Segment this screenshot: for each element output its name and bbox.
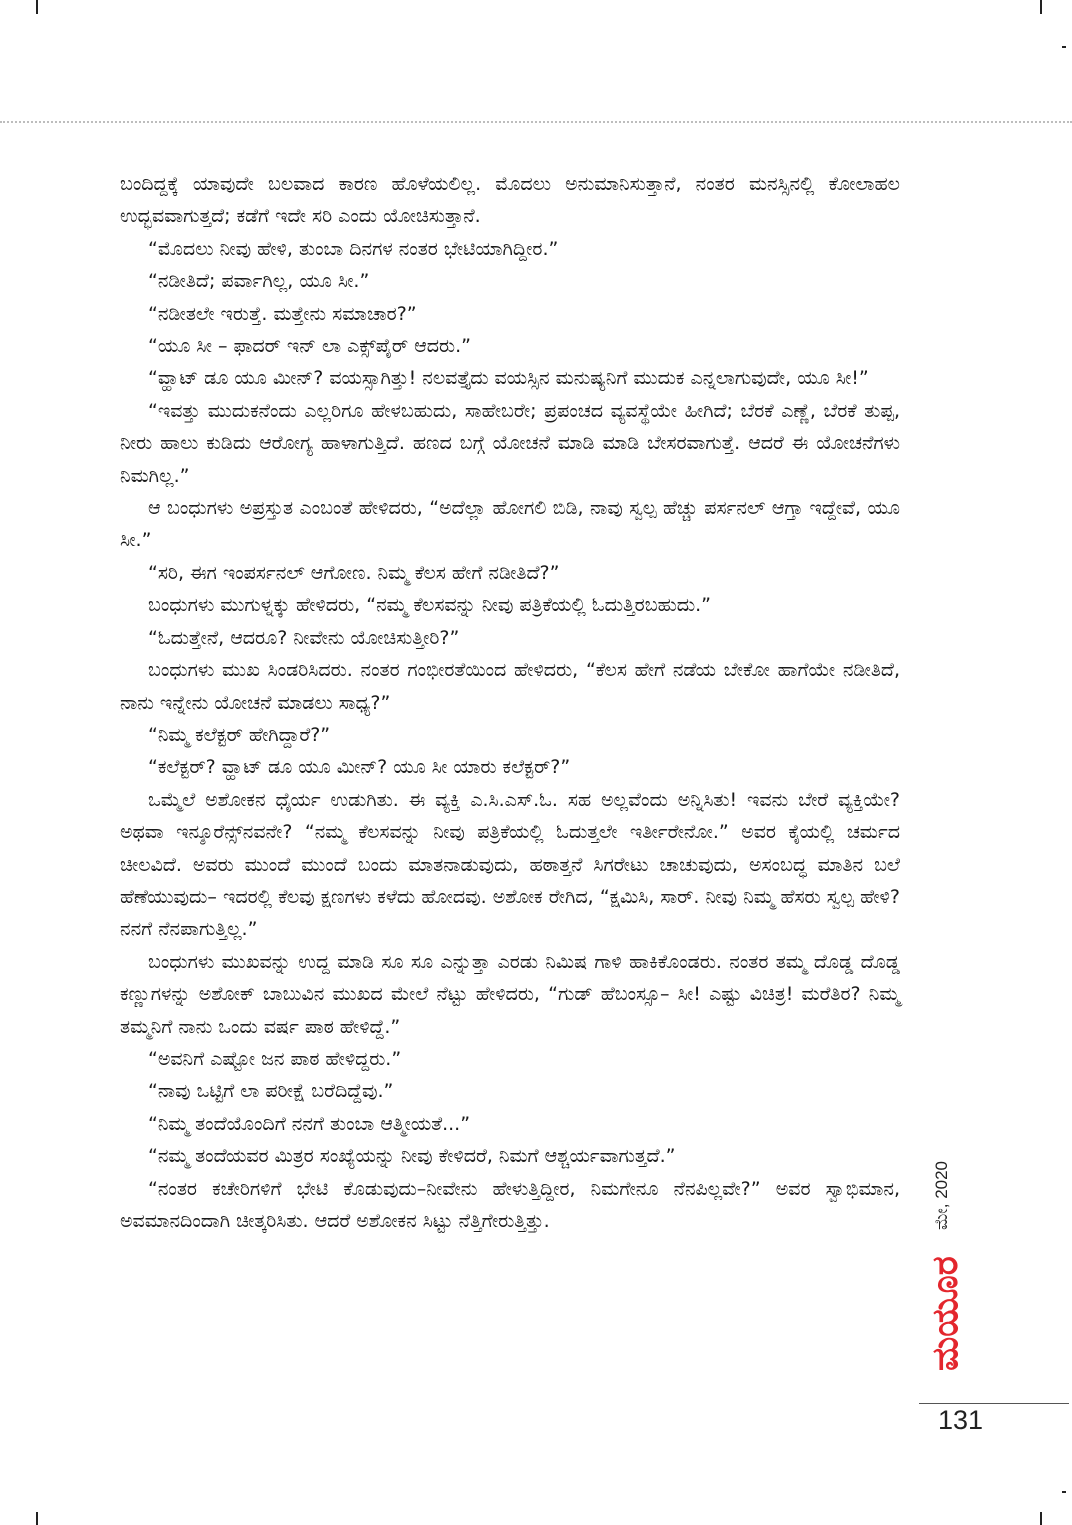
paragraph: “ನಿಮ್ಮ ಕಲೆಕ್ಟರ್ ಹೇಗಿದ್ದಾರೆ?” xyxy=(148,723,331,746)
crop-mark-bottom-left xyxy=(36,1512,38,1525)
paragraph: ಬಂಧುಗಳು ಮುಖ ಸಿಂಡರಿಸಿದರು. ನಂತರ ಗಂಭೀರತೆಯಿಂದ ಹೇಳಿದರು, “ಕೆಲಸ ಹೇಗೆ ನಡೆಯ ಬೇಕೋ ಹಾಗೆಯೇ ನಡೀತಿದೆ, ನಾನು ಇನ್ನೇನು ಯೋಚನೆ ಮಾಡಲು ಸಾಧ್ಯ?” xyxy=(120,659,900,714)
page-number-rule xyxy=(919,1403,1069,1404)
paragraph: “ಓದುತ್ತೇನೆ, ಆದರೂ? ನೀವೇನು ಯೋಚಿಸುತ್ತೀರಿ?” xyxy=(148,626,460,649)
paragraph: ಬಂಧುಗಳು ಮುಗುಳ್ನಕ್ಕು ಹೇಳಿದರು, “ನಮ್ಮ ಕೆಲಸವನ್ನು ನೀವು ಪತ್ರಿಕೆಯಲ್ಲಿ ಓದುತ್ತಿರಬಹುದು.” xyxy=(148,594,711,617)
paragraph: “ಯೂ ಸೀ – ಫಾದರ್ ಇನ್ ಲಾ ಎಕ್ಸ್‌ಪೈರ್ ಆದರು.” xyxy=(148,335,471,358)
paragraph: “ಕಲೆಕ್ಟರ್? ವ್ಹಾಟ್ ಡೂ ಯೂ ಮೀನ್? ಯೂ ಸೀ ಯಾರು ಕಲೆಕ್ಟರ್?” xyxy=(148,756,571,779)
paragraph: “ನಾವು ಒಟ್ಟಿಗೆ ಲಾ ಪರೀಕ್ಷೆ ಬರೆದಿದ್ದೆವು.” xyxy=(148,1080,394,1103)
paragraph: ಬಂಧುಗಳು ಮುಖವನ್ನು ಉದ್ದ ಮಾಡಿ ಸೂ ಸೂ ಎನ್ನುತ್ತಾ ಎರಡು ನಿಮಿಷ ಗಾಳಿ ಹಾಕಿಕೊಂಡರು. ನಂತರ ತಮ್ಮ ದೊಡ್ಡ ದೊಡ್ಡ ಕಣ್ಣುಗಳನ್ನು ಅಶೋಕ್ ಬಾಬುವಿನ ಮುಖದ ಮೇಲೆ ನೆಟ್ಟು ಹೇಳಿದರು, “ಗುಡ್ ಹೆಬಂಸ್ಸೂ– ಸೀ! ಎಷ್ಟು ವಿಚಿತ್ರ! ಮರೆತಿರ? ನಿಮ್ಮ ತಮ್ಮನಿಗೆ ನಾನು ಒಂದು ವರ್ಷ ಪಾಠ ಹೇಳಿದ್ದೆ.” xyxy=(120,950,900,1038)
paragraph: “ಇವತ್ತು ಮುದುಕನೆಂದು ಎಲ್ಲರಿಗೂ ಹೇಳಬಹುದು, ಸಾಹೇಬರೇ; ಪ್ರಪಂಚದ ವ್ಯವಸ್ಥೆಯೇ ಹೀಗಿದೆ; ಬೆರಕೆ ಎಣ್ಣೆ, ಬೆರಕೆ ತುಪ್ಪ, ನೀರು ಹಾಲು ಕುಡಿದು ಆರೋಗ್ಯ ಹಾಳಾಗುತ್ತಿದೆ. ಹಣದ ಬಗ್ಗೆ ಯೋಚನೆ ಮಾಡಿ ಮಾಡಿ ಬೇಸರವಾಗುತ್ತೆ. ಆದರೆ ಈ ಯೋಚನೆಗಳು ನಿಮಗಿಲ್ಲ.” xyxy=(120,399,900,487)
paragraph: ಬಂದಿದ್ದಕ್ಕೆ ಯಾವುದೇ ಬಲವಾದ ಕಾರಣ ಹೊಳೆಯಲಿಲ್ಲ. ಮೊದಲು ಅನುಮಾನಿಸುತ್ತಾನೆ, ನಂತರ ಮನಸ್ಸಿನಲ್ಲಿ ಕೋಲಾಹಲ ಉದ್ಭವವಾಗುತ್ತದೆ; ಕಡೆಗೆ ಇದೇ ಸರಿ ಎಂದು ಯೋಚಿಸುತ್ತಾನೆ. xyxy=(120,173,900,228)
page-number: 131 xyxy=(938,1405,984,1435)
paragraph: “ನಿಮ್ಮ ತಂದೆಯೊಂದಿಗೆ ನನಗೆ ತುಂಬಾ ಆತ್ಮೀಯತೆ...” xyxy=(148,1112,471,1135)
crop-mark-right-upper xyxy=(1062,46,1066,48)
paragraph: “ನಮ್ಮ ತಂದೆಯವರ ಮಿತ್ರರ ಸಂಖ್ಯೆಯನ್ನು ನೀವು ಕೇಳಿದರೆ, ನಿಮಗೆ ಆಶ್ಚರ್ಯವಾಗುತ್ತದೆ.” xyxy=(148,1145,676,1168)
paragraph: “ಮೊದಲು ನೀವು ಹೇಳಿ, ತುಂಬಾ ದಿನಗಳ ನಂತರ ಭೇಟಿಯಾಗಿದ್ದೀರ.” xyxy=(148,237,559,260)
paragraph: “ಸರಿ, ಈಗ ಇಂಪರ್ಸನಲ್ ಆಗೋಣ. ನಿಮ್ಮ ಕೆಲಸ ಹೇಗೆ ನಡೀತಿದೆ?” xyxy=(148,561,560,584)
crop-mark-top-right xyxy=(1040,0,1042,14)
article-body xyxy=(120,168,900,1237)
header-dotted-rule xyxy=(0,121,1072,123)
paragraph: “ವ್ಹಾಟ್ ಡೂ ಯೂ ಮೀನ್? ವಯಸ್ಸಾಗಿತ್ತು! ನಲವತ್ತೈದು ವಯಸ್ಸಿನ ಮನುಷ್ಯನಿಗೆ ಮುದುಕ ಎನ್ನಲಾಗುವುದೇ, ಯೂ ಸೀ!” xyxy=(148,367,869,390)
crop-mark-bottom-right xyxy=(1040,1512,1042,1525)
paragraph: “ಅವನಿಗೆ ಎಷ್ಟೋ ಜನ ಪಾಠ ಹೇಳಿದ್ದರು.” xyxy=(148,1047,402,1070)
magazine-logo: ಮಯೂರ xyxy=(925,1256,966,1372)
paragraph: “ನಂತರ ಕಚೇರಿಗಳಿಗೆ ಭೇಟಿ ಕೊಡುವುದು–ನೀವೇನು ಹೇಳುತ್ತಿದ್ದೀರ, ನಿಮಗೇನೂ ನೆನಪಿಲ್ಲವೇ?” ಅವರ ಸ್ವಾಭಿಮಾನ, ಅವಮಾನದಿಂದಾಗಿ ಚೀತ್ಕರಿಸಿತು. ಆದರೆ ಅಶೋಕನ ಸಿಟ್ಟು ನೆತ್ತಿಗೇರುತ್ತಿತ್ತು. xyxy=(120,1177,900,1232)
paragraph: “ನಡೀತಲೇ ಇರುತ್ತೆ. ಮತ್ತೇನು ಸಮಾಚಾರ?” xyxy=(148,302,417,325)
issue-date: ಮೇ, 2020 xyxy=(932,1160,951,1230)
paragraph: “ನಡೀತಿದೆ; ಪರ್ವಾಗಿಲ್ಲ, ಯೂ ಸೀ.” xyxy=(148,270,370,293)
paragraph: ಒಮ್ಮೆಲೆ ಅಶೋಕನ ಧೈರ್ಯ ಉಡುಗಿತು. ಈ ವ್ಯಕ್ತಿ ಎ.ಸಿ.ಎಸ್.ಓ. ಸಹ ಅಲ್ಲವೆಂದು ಅನ್ನಿಸಿತು! ಇವನು ಬೇರೆ ವ್ಯಕ್ತಿಯೇ? ಅಥವಾ ಇನ್ಶೂರೆನ್ಸ್‌ನವನೇ? “ನಮ್ಮ ಕೆಲಸವನ್ನು ನೀವು ಪತ್ರಿಕೆಯಲ್ಲಿ ಓದುತ್ತಲೇ ಇರ್ತೀರೇನೋ.” ಅವರ ಕೈಯಲ್ಲಿ ಚರ್ಮದ ಚೀಲವಿದೆ. ಅವರು ಮುಂದೆ ಮುಂದೆ ಬಂದು ಮಾತನಾಡುವುದು, ಹಠಾತ್ತನೆ ಸಿಗರೇಟು ಚಾಚುವುದು, ಅಸಂಬದ್ಧ ಮಾತಿನ ಬಲೆ ಹೆಣೆಯುವುದು– ಇದರಲ್ಲಿ ಕೆಲವು ಕ್ಷಣಗಳು ಕಳೆದು ಹೋದವು. ಅಶೋಕ ರೇಗಿದ, “ಕ್ಷಮಿಸಿ, ಸಾರ್. ನೀವು ನಿಮ್ಮ ಹೆಸರು ಸ್ವಲ್ಪ ಹೇಳಿ? ನನಗೆ ನೆನಪಾಗುತ್ತಿಲ್ಲ.” xyxy=(120,788,900,941)
crop-mark-top-left xyxy=(36,0,38,14)
paragraph: ಆ ಬಂಧುಗಳು ಅಪ್ರಸ್ತುತ ಎಂಬಂತೆ ಹೇಳಿದರು, “ಅದೆಲ್ಲಾ ಹೋಗಲಿ ಬಿಡಿ, ನಾವು ಸ್ವಲ್ಪ ಹೆಚ್ಚು ಪರ್ಸನಲ್ ಆಗ್ತಾ ಇದ್ದೇವೆ, ಯೂ ಸೀ.” xyxy=(120,497,900,552)
crop-mark-right-lower xyxy=(1062,1491,1066,1493)
